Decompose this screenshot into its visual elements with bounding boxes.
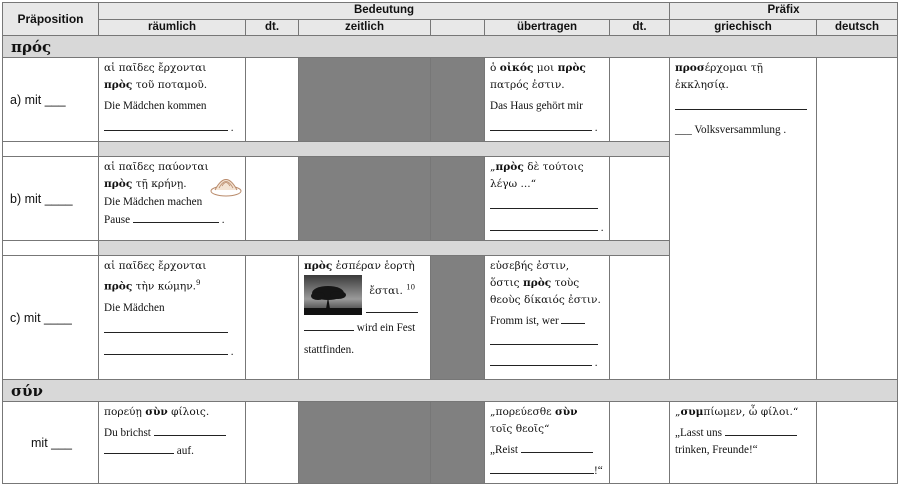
cell-a-zeitlich-gray xyxy=(299,58,431,142)
cell-syn-raeumlich xyxy=(99,402,246,484)
text-c-u2a: ὅστις xyxy=(490,277,523,289)
row-label-syn: mit ___ xyxy=(3,402,99,484)
bold-pros-bu: πρὸς xyxy=(495,161,524,173)
cell-syn-praefix xyxy=(670,402,817,484)
text-b-de2: Pause xyxy=(104,214,131,226)
preposition-table xyxy=(2,2,898,484)
text-a-de: Die Mädchen kommen xyxy=(104,100,207,112)
text-c-de: Die Mädchen xyxy=(104,301,165,314)
text-c-u2c: τοὺς xyxy=(551,277,580,289)
text-syn-p1 xyxy=(675,404,811,421)
section-title-pros: πρός xyxy=(3,36,898,58)
text-a-u2: πατρός ἐστιν. xyxy=(490,79,565,91)
cell-a-zeitlich-dt-gray xyxy=(431,58,485,142)
cell-syn-deutsch[interactable] xyxy=(817,402,898,484)
text-a-r2-rest: τοῦ ποταμοῦ. xyxy=(132,79,208,91)
fill-line-syn-p[interactable] xyxy=(675,424,811,442)
fill-line-b-u1[interactable] xyxy=(490,197,604,215)
text-syn-r1a: πορεύῃ xyxy=(104,406,146,418)
text-syn-u-de1: „Reist xyxy=(490,444,518,456)
text-a-u1 xyxy=(490,60,604,77)
text-c-r2 xyxy=(104,275,240,296)
cell-b-zeitlich-dt-gray xyxy=(431,157,485,241)
fill-line-syn-u1[interactable] xyxy=(490,441,604,459)
bold-pros-b: πρὸς xyxy=(104,178,133,190)
header-griechisch: griechisch xyxy=(670,19,817,36)
text-c-u2 xyxy=(490,275,604,292)
fill-line-syn-1[interactable] xyxy=(104,424,240,442)
section-pros xyxy=(3,36,898,58)
header-zeitlich-dt xyxy=(431,19,485,36)
row-pros-a xyxy=(3,58,898,142)
header-bedeutung: Bedeutung xyxy=(99,3,670,20)
fill-line-syn-2[interactable] xyxy=(104,442,240,460)
header-dt-2: dt. xyxy=(610,19,670,36)
text-c-z-de1: wird ein Fest xyxy=(356,322,416,334)
bold-syn: σὺν xyxy=(145,406,168,418)
text-c-z1-rest: ἑσπέραν ἑορτὴ xyxy=(332,260,415,272)
text-praefix-de: ___ Volksversammlung . xyxy=(675,124,787,136)
fill-line-praefix[interactable] xyxy=(675,98,811,116)
header-uebertragen: übertragen xyxy=(485,19,610,36)
text-a-u-de: Das Haus gehört mir xyxy=(490,100,583,112)
text-c-z2-inner: ἔσται. xyxy=(369,284,403,297)
text-praefix-1 xyxy=(675,60,811,77)
bold-sym: συμ xyxy=(680,406,704,418)
text-c-z1 xyxy=(304,258,425,275)
text-b-de1: Die Mädchen machen xyxy=(104,196,203,208)
cell-a-uebertragen xyxy=(485,58,610,142)
bold-pros-prefix: προσ xyxy=(675,62,705,74)
text-syn-p-de2: trinken, Freunde!“ xyxy=(675,444,758,456)
zeitlich-image-row xyxy=(304,275,425,317)
row-label-b: b) mit ____ xyxy=(3,157,99,241)
text-syn-de2: auf. xyxy=(176,445,194,457)
header-dt-1: dt. xyxy=(246,19,299,36)
fill-line-c2[interactable]: . xyxy=(104,343,240,361)
text-c-r1: αἱ παῖδες ἔρχονται xyxy=(104,260,207,272)
cell-b-raeumlich xyxy=(99,157,246,241)
fill-line-z-right[interactable] xyxy=(366,301,487,319)
section-title-syn: σύν xyxy=(3,380,898,402)
text-b-u1 xyxy=(490,159,604,176)
cell-syn-uebertragen xyxy=(485,402,610,484)
cell-b-dt2[interactable] xyxy=(610,157,670,241)
cell-a-raeumlich xyxy=(99,58,246,142)
bold-pros-z: πρὸς xyxy=(304,260,333,272)
text-syn-p1a: „ xyxy=(675,406,681,418)
text-syn-de1: Du brichst xyxy=(104,427,151,439)
fill-line-c-u0[interactable] xyxy=(490,312,604,330)
text-praefix-2: ἐκκλησίᾳ. xyxy=(675,79,729,91)
bold-syn-u: σὺν xyxy=(554,406,578,418)
fill-line-z[interactable] xyxy=(304,319,425,337)
cell-a-dt2[interactable] xyxy=(610,58,670,142)
header-row-1 xyxy=(3,3,898,20)
text-b-u2: λέγω ...“ xyxy=(490,178,537,190)
text-c-u1: εὐσεβής ἐστιν, xyxy=(490,260,570,272)
header-deutsch: deutsch xyxy=(817,19,898,36)
text-c-z-de2: stattfinden. xyxy=(304,344,355,356)
text-a-u1c: μοι xyxy=(533,62,558,74)
cell-c-zeitlich xyxy=(299,256,431,380)
cell-b-uebertragen xyxy=(485,157,610,241)
fill-line-c-u2[interactable]: . xyxy=(490,354,604,372)
fill-line-a-u[interactable]: . xyxy=(490,119,604,137)
header-row-2 xyxy=(3,19,898,36)
header-praeposition: Präposition xyxy=(3,3,99,36)
bold-pros-u: πρὸς xyxy=(557,62,586,74)
text-a-u1a: ὁ xyxy=(490,62,500,74)
text-c-z2 xyxy=(369,285,415,297)
cell-b-zeitlich-gray xyxy=(299,157,431,241)
gap-bc-label xyxy=(3,241,99,256)
bold-oikos: οἰκός xyxy=(499,62,534,74)
gap-bc-fill xyxy=(99,241,670,256)
text-syn-u1 xyxy=(490,404,604,421)
cell-syn-zeitlich-dt-gray xyxy=(431,402,485,484)
text-b-r2-rest: τῇ κρήνῃ. xyxy=(132,178,187,190)
evening-tree-image xyxy=(304,275,362,315)
bold-pros: πρὸς xyxy=(104,79,133,91)
cell-c-dt2[interactable] xyxy=(610,256,670,380)
text-syn-r1 xyxy=(104,404,240,421)
row-label-c: c) mit ____ xyxy=(3,256,99,380)
gap-ab-fill xyxy=(99,142,670,157)
text-praefix-1-rest: έρχομαι τῇ xyxy=(704,62,763,74)
fill-line-b[interactable]: Pause . xyxy=(104,211,240,229)
cell-praefix-deutsch[interactable] xyxy=(817,58,898,380)
cell-praefix-griechisch xyxy=(670,58,817,380)
cell-c-uebertragen xyxy=(485,256,610,380)
cell-c-raeumlich xyxy=(99,256,246,380)
fill-line-b-u2[interactable]: . xyxy=(490,219,604,237)
bold-pros-c: πρὸς xyxy=(104,280,133,293)
text-a-r1: αἱ παῖδες ἔρχονται xyxy=(104,62,207,74)
fill-line-c1[interactable] xyxy=(104,321,240,339)
text-b-u1c: δὲ τούτοις xyxy=(523,161,584,173)
row-syn xyxy=(3,402,898,484)
text-syn-u2: τοῖς θεοῖς“ xyxy=(490,423,550,435)
text-c-u3: θεοὺς δίκαιός ἐστιν. xyxy=(490,294,601,306)
text-c-u-de: Fromm ist, wer xyxy=(490,315,559,327)
header-zeitlich: zeitlich xyxy=(299,19,431,36)
fill-line-syn-u2[interactable] xyxy=(490,462,604,480)
fill-line-c-u1[interactable] xyxy=(490,333,604,351)
bold-pros-cu: πρὸς xyxy=(522,277,552,289)
cell-syn-dt1[interactable] xyxy=(246,402,299,484)
cell-b-dt1[interactable] xyxy=(246,157,299,241)
header-raeumlich: räumlich xyxy=(99,19,246,36)
text-c-r2-rest: τὴν κώμην. xyxy=(132,280,197,293)
text-b-u1a: „ xyxy=(490,161,496,173)
text-a-r2 xyxy=(104,77,240,94)
section-syn xyxy=(3,380,898,402)
gap-ab-label xyxy=(3,142,99,157)
text-syn-p-de1: „Lasst uns xyxy=(675,427,722,439)
header-praefix: Präfix xyxy=(670,3,898,20)
cell-syn-dt2[interactable] xyxy=(610,402,670,484)
cell-c-dt1[interactable] xyxy=(246,256,299,380)
row-label-a: a) mit ___ xyxy=(3,58,99,142)
text-syn-r1c: φίλοις. xyxy=(167,406,210,418)
text-syn-p1c: πίωμεν, ὦ φίλοι.“ xyxy=(703,406,799,418)
fountain-icon xyxy=(209,171,243,197)
footnote-10: 10 xyxy=(406,283,416,291)
text-b-r1: αἱ παῖδες παύονται xyxy=(104,161,209,173)
fill-line-a[interactable]: . xyxy=(104,119,240,137)
text-syn-u1a: „πορεύεσθε xyxy=(490,406,555,418)
footnote-9: 9 xyxy=(196,279,201,287)
cell-a-dt1[interactable] xyxy=(246,58,299,142)
text-syn-u-de2: !“ xyxy=(594,465,603,477)
cell-syn-zeitlich-gray xyxy=(299,402,431,484)
